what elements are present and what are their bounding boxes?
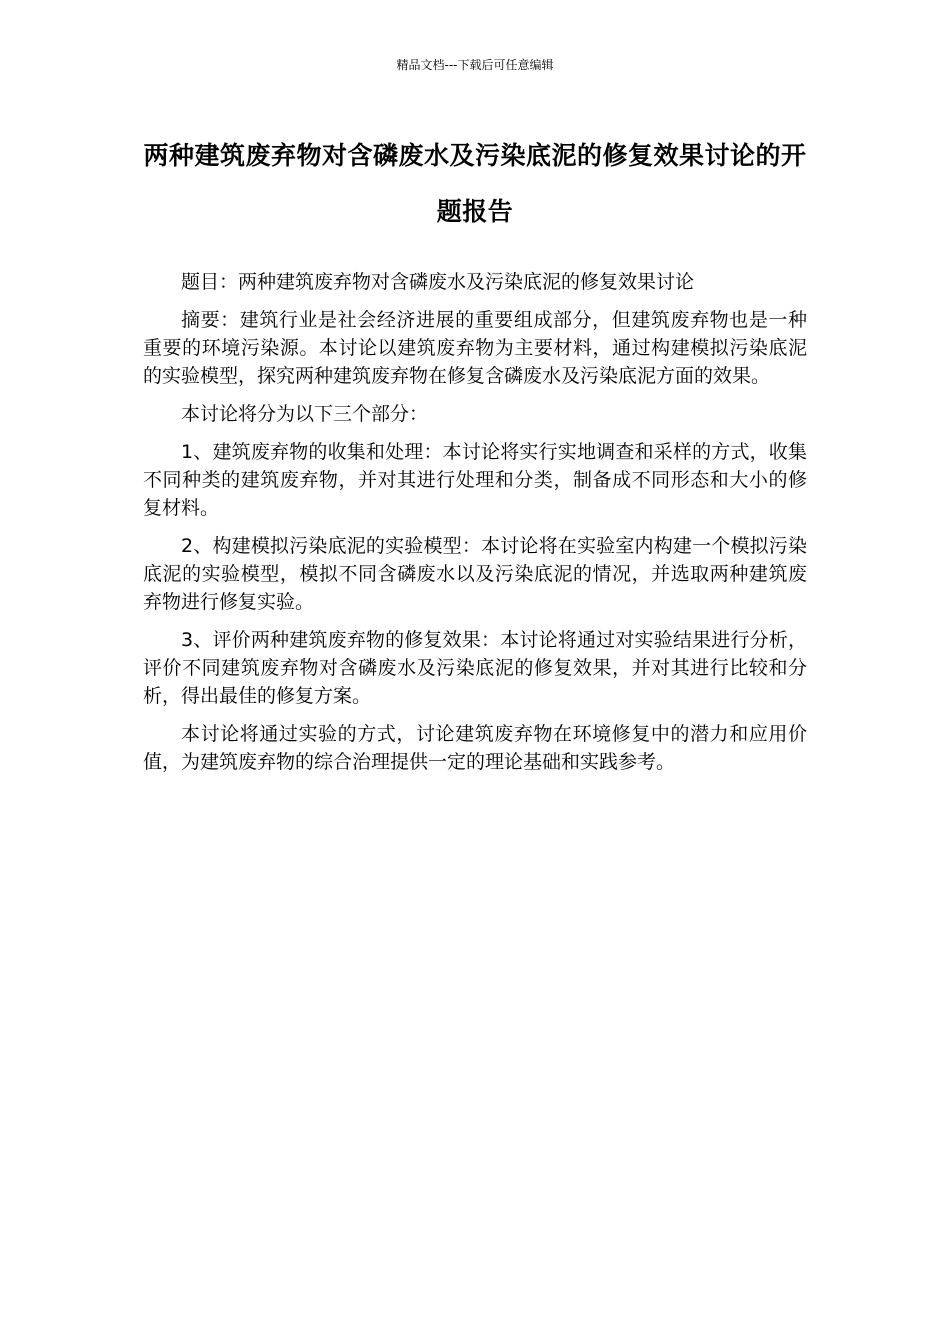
document-title: 两种建筑废弃物对含磷废水及污染底泥的修复效果讨论的开题报告 [143, 141, 807, 226]
paragraph-parts-intro: 本讨论将分为以下三个部分： [181, 403, 429, 425]
header-note: 精品文档---下载后可任意编辑 [396, 58, 554, 72]
paragraph-part-1: 1、建筑废弃物的收集和处理：本讨论将实行实地调查和采样的方式，收集不同种类的建筑废弃物，并对其进行处理和分类，制备成不同形态和大小的修复材料。 [143, 441, 807, 519]
paragraph-part-2: 2、构建模拟污染底泥的实验模型：本讨论将在实验室内构建一个模拟污染底泥的实验模型，模拟不同含磷废水以及污染底泥的情况，并选取两种建筑废弃物进行修复实验。 [143, 535, 807, 613]
paragraph-conclusion: 本讨论将通过实验的方式，讨论建筑废弃物在环境修复中的潜力和应用价值，为建筑废弃物的综合治理提供一定的理论基础和实践参考。 [143, 723, 807, 773]
paragraph-topic: 题目：两种建筑废弃物对含磷废水及污染底泥的修复效果讨论 [181, 271, 695, 293]
document-body [143, 268, 807, 786]
paragraph-part-3: 3、评价两种建筑废弃物的修复效果：本讨论将通过对实验结果进行分析，评价不同建筑废弃物对含磷废水及污染底泥的修复效果，并对其进行比较和分析，得出最佳的修复方案。 [143, 629, 807, 707]
paragraph-abstract: 摘要：建筑行业是社会经济进展的重要组成部分，但建筑废弃物也是一种重要的环境污染源。本讨论以建筑废弃物为主要材料，通过构建模拟污染底泥的实验模型，探究两种建筑废弃物在修复含磷废水及污染底泥方面的效果。 [143, 309, 807, 387]
